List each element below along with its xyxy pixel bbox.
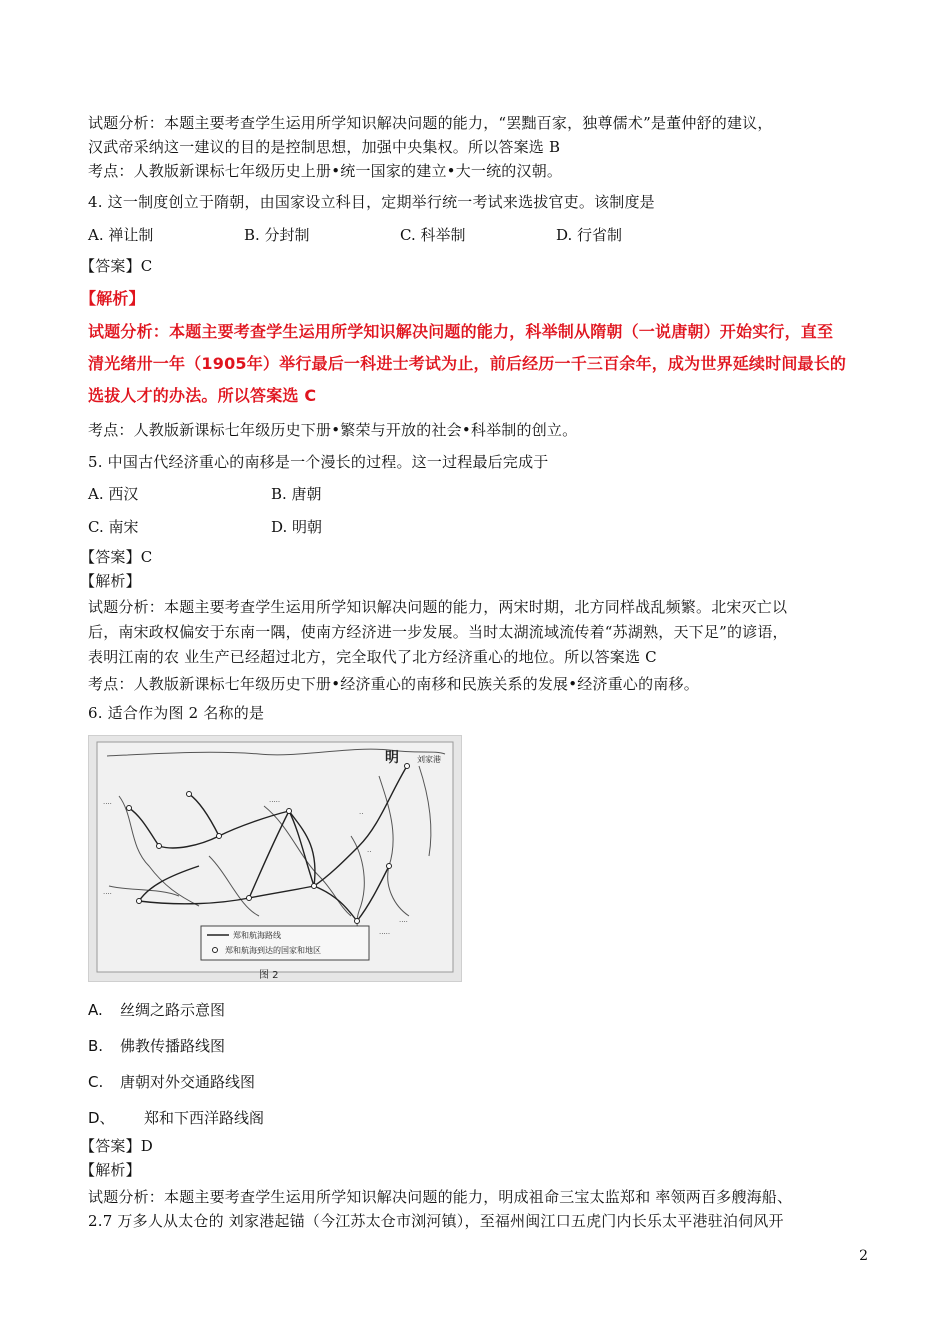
q6-analysis-line-1: 试题分析：本题主要考查学生运用所学知识解决问题的能力，明成祖命三宝太监郑和 率领两百多艘海船、 — [88, 1188, 793, 1206]
q4-option-c: C. 科举制 — [400, 226, 466, 244]
q6-option-a-letter: A. — [88, 1001, 103, 1019]
legend-places-label: 郑和航海到达的国家和地区 — [225, 946, 321, 955]
svg-text:····: ···· — [399, 918, 408, 926]
map-drawing — [89, 736, 461, 981]
q4-kaodian: 考点：人教版新课标七年级历史下册•繁荣与开放的社会•科举制的创立。 — [88, 421, 578, 439]
q4-option-a: A. 禅让制 — [88, 226, 154, 244]
q3-kaodian: 考点：人教版新课标七年级历史上册•统一国家的建立•大一统的汉朝。 — [88, 162, 563, 180]
q5-jiexi-heading: 【解析】 — [80, 572, 141, 590]
q5-kaodian: 考点：人教版新课标七年级历史下册•经济重心的南移和民族关系的发展•经济重心的南移。 — [88, 675, 699, 693]
map-caption: 图 2 — [259, 970, 279, 981]
zheng-he-route-map — [88, 735, 462, 982]
q3-analysis-line-2: 汉武帝采纳这一建议的目的是控制思想，加强中央集权。所以答案选 B — [88, 138, 561, 156]
svg-text:·····: ····· — [379, 930, 391, 938]
q6-option-a-text: 丝绸之路示意图 — [120, 1001, 226, 1019]
q4-answer: 【答案】C — [80, 257, 153, 275]
q5-analysis-line-1: 试题分析：本题主要考查学生运用所学知识解决问题的能力，两宋时期，北方同样战乱频繁。北宋灭亡以 — [88, 598, 788, 616]
q5-analysis-line-3: 表明江南的农 业生产已经超过北方，完全取代了北方经济重心的地位。所以答案选 C — [88, 648, 657, 666]
q6-option-b-letter: B. — [88, 1037, 104, 1055]
q6-option-c-text: 唐朝对外交通路线图 — [120, 1073, 256, 1091]
q6-option-d-letter: D、 — [88, 1109, 115, 1127]
q5-option-d: D. 明朝 — [271, 518, 323, 536]
q5-option-b: B. 唐朝 — [271, 485, 322, 503]
q4-analysis-line-3: 选拔人才的办法。所以答案选 C — [88, 386, 317, 405]
q6-jiexi-heading: 【解析】 — [80, 1161, 141, 1179]
svg-text:··: ·· — [367, 848, 372, 856]
q4-option-b: B. 分封制 — [244, 226, 310, 244]
q3-analysis-line-1: 试题分析：本题主要考查学生运用所学知识解决问题的能力，“罢黜百家，独尊儒术”是董仲舒的建议， — [88, 114, 773, 132]
q5-option-a: A. 西汉 — [88, 485, 139, 503]
q4-option-d: D. 行省制 — [556, 226, 623, 244]
legend-place-symbol — [213, 948, 218, 953]
q5-option-c: C. 南宋 — [88, 518, 139, 536]
q4-analysis-line-1: 试题分析：本题主要考查学生运用所学知识解决问题的能力，科举制从隋朝（一说唐朝）开始实行，直至 — [88, 322, 834, 341]
q6-analysis-line-2: 2.7 万多人从太仓的 刘家港起锚（今江苏太仓市浏河镇），至福州闽江口五虎门内长乐太平港驻泊伺风开 — [88, 1212, 784, 1230]
q4-jiexi-heading: 【解析】 — [80, 289, 145, 308]
q5-answer: 【答案】C — [80, 548, 153, 566]
svg-text:·····: ····· — [269, 798, 281, 806]
svg-text:··: ·· — [359, 810, 364, 818]
q5-question: 5. 中国古代经济重心的南移是一个漫长的过程。这一过程最后完成于 — [88, 453, 549, 471]
q4-analysis-line-2: 清光绪卅一年（1905年）举行最后一科进士考试为止，前后经历一千三百余年，成为世界延续时间最长的 — [88, 354, 847, 373]
legend-route-label: 郑和航海路线 — [233, 931, 281, 940]
q6-option-c-letter: C. — [88, 1073, 104, 1091]
q6-option-d-text: 郑和下西洋路线阁 — [144, 1109, 265, 1127]
q6-option-b-text: 佛教传播路线图 — [120, 1037, 226, 1055]
map-label-liujiagang: 刘家港 — [417, 755, 441, 764]
svg-text:····: ···· — [103, 890, 112, 898]
q5-analysis-line-2: 后，南宋政权偏安于东南一隅，使南方经济进一步发展。当时太湖流域流传着“苏湖熟，天下足”的谚语， — [88, 623, 788, 641]
page-number: 2 — [859, 1248, 868, 1264]
q6-answer: 【答案】D — [80, 1137, 154, 1155]
svg-text:····: ···· — [103, 800, 112, 808]
map-label-ming: 明 — [385, 750, 399, 766]
q4-question: 4. 这一制度创立于隋朝，由国家设立科目，定期举行统一考试来选拔官吏。该制度是 — [88, 193, 655, 211]
q6-question: 6. 适合作为图 2 名称的是 — [88, 704, 265, 722]
